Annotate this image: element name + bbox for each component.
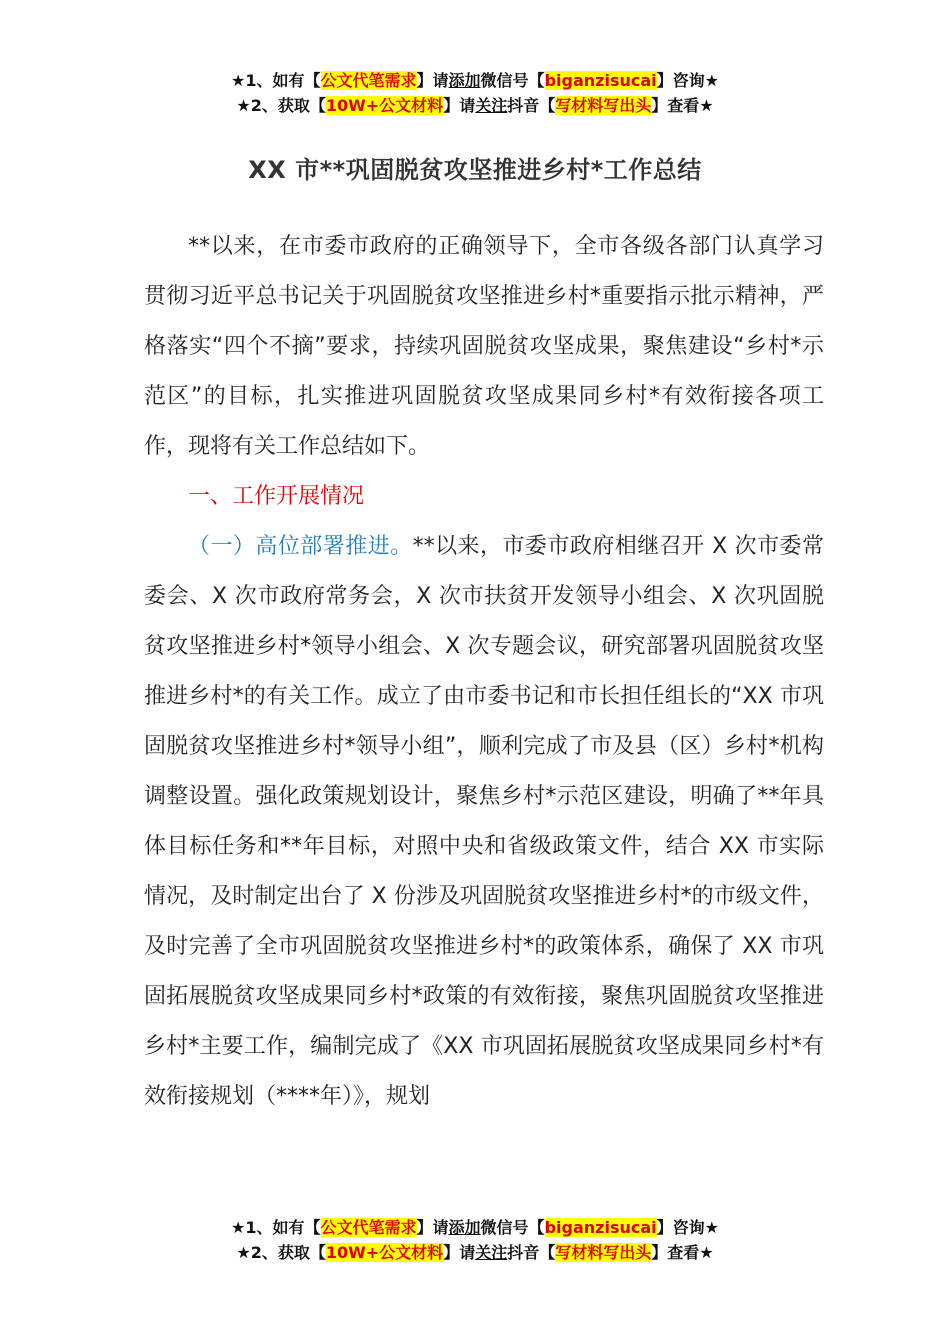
promo-follow: 关注 — [475, 96, 508, 115]
promo-text: 微信号【 — [480, 1218, 545, 1237]
promo-highlight-material: 10W+公文材料 — [325, 96, 444, 115]
intro-paragraph: **以来，在市委市政府的正确领导下，全市各级各部门认真学习贯彻习近平总书记关于巩固脱贫攻坚推进乡村*重要指示批示精神，严格落实“四个不摘”要求，持续巩固脱贫攻坚成果，聚焦建设“乡村*示范区”的目标，扎实推进巩固脱贫攻坚成果同乡村*有效衔接各项工作，现将有关工作总结如下。 — [144, 234, 824, 459]
promo-text: ★1、如有【 — [231, 71, 321, 90]
promo-text: 】咨询★ — [656, 1218, 719, 1237]
promo-wechat-id: biganzisucai — [544, 1218, 657, 1237]
promo-douyin-id: 写材料写出头 — [555, 96, 652, 115]
promo-text: 抖音【 — [507, 96, 556, 115]
promo-wechat-id: biganzisucai — [544, 71, 657, 90]
promo-text: 】查看★ — [651, 96, 714, 115]
promo-line-1 — [0, 68, 950, 93]
promo-text: 】请 — [443, 1243, 476, 1262]
promo-text: 】请 — [416, 1218, 449, 1237]
promo-highlight-material: 10W+公文材料 — [325, 1243, 444, 1262]
promo-text: 】请 — [416, 71, 449, 90]
subsection-text: **以来，市委市政府相继召开 X 次市委常委会、X 次市政府常务会，X 次市扶贫开发领导小组会、X 次巩固脱贫攻坚推进乡村*领导小组会、X 次专题会议，研究部署巩固脱贫攻坚推进乡村*的有关工作。成立了由市委书记和市长担任组长的“XX 市巩固脱贫攻坚推进乡村*领导小组”，顺利完成了市及县（区）乡村*机构调整设置。强化政策规划设计，聚焦乡村*示范区建设，明确了**年具体目标任务和**年目标，对照中央和省级政策文件，结合 XX 市实际情况，及时制定出台了 X 份涉及巩固脱贫攻坚推进乡村*的市级文件，及时完善了全市巩固脱贫攻坚推进乡村*的政策体系，确保了 XX 市巩固拓展脱贫攻坚成果同乡村*政策的有效衔接，聚焦巩固脱贫攻坚推进乡村*主要工作，编制完成了《XX 市巩固拓展脱贫攻坚成果同乡村*有效衔接规划（****年）》，规划 — [144, 534, 824, 1109]
promo-highlight-need: 公文代笔需求 — [320, 71, 417, 90]
promo-add: 添加 — [448, 71, 481, 90]
promo-text: 】请 — [443, 96, 476, 115]
promo-text: 微信号【 — [480, 71, 545, 90]
promo-text: ★1、如有【 — [231, 1218, 321, 1237]
section-heading: 一、工作开展情况 — [188, 484, 365, 509]
subsection-heading: （一）高位部署推进。 — [188, 534, 413, 559]
promo-douyin-id: 写材料写出头 — [555, 1243, 652, 1262]
promo-banner-bottom — [0, 1215, 950, 1265]
promo-add: 添加 — [448, 1218, 481, 1237]
promo-line-2 — [0, 1240, 950, 1265]
promo-highlight-need: 公文代笔需求 — [320, 1218, 417, 1237]
promo-text: 】咨询★ — [656, 71, 719, 90]
subsection-paragraph — [144, 522, 824, 1122]
promo-line-1 — [0, 1215, 950, 1240]
promo-text: 】查看★ — [651, 1243, 714, 1262]
document-body — [144, 222, 824, 1122]
promo-line-2 — [0, 93, 950, 118]
document-title: XX 市**巩固脱贫攻坚推进乡村*工作总结 — [248, 156, 702, 184]
promo-text: ★2、获取【 — [236, 1243, 326, 1262]
promo-text: ★2、获取【 — [236, 96, 326, 115]
promo-banner-top — [0, 68, 950, 118]
promo-follow: 关注 — [475, 1243, 508, 1262]
promo-text: 抖音【 — [507, 1243, 556, 1262]
